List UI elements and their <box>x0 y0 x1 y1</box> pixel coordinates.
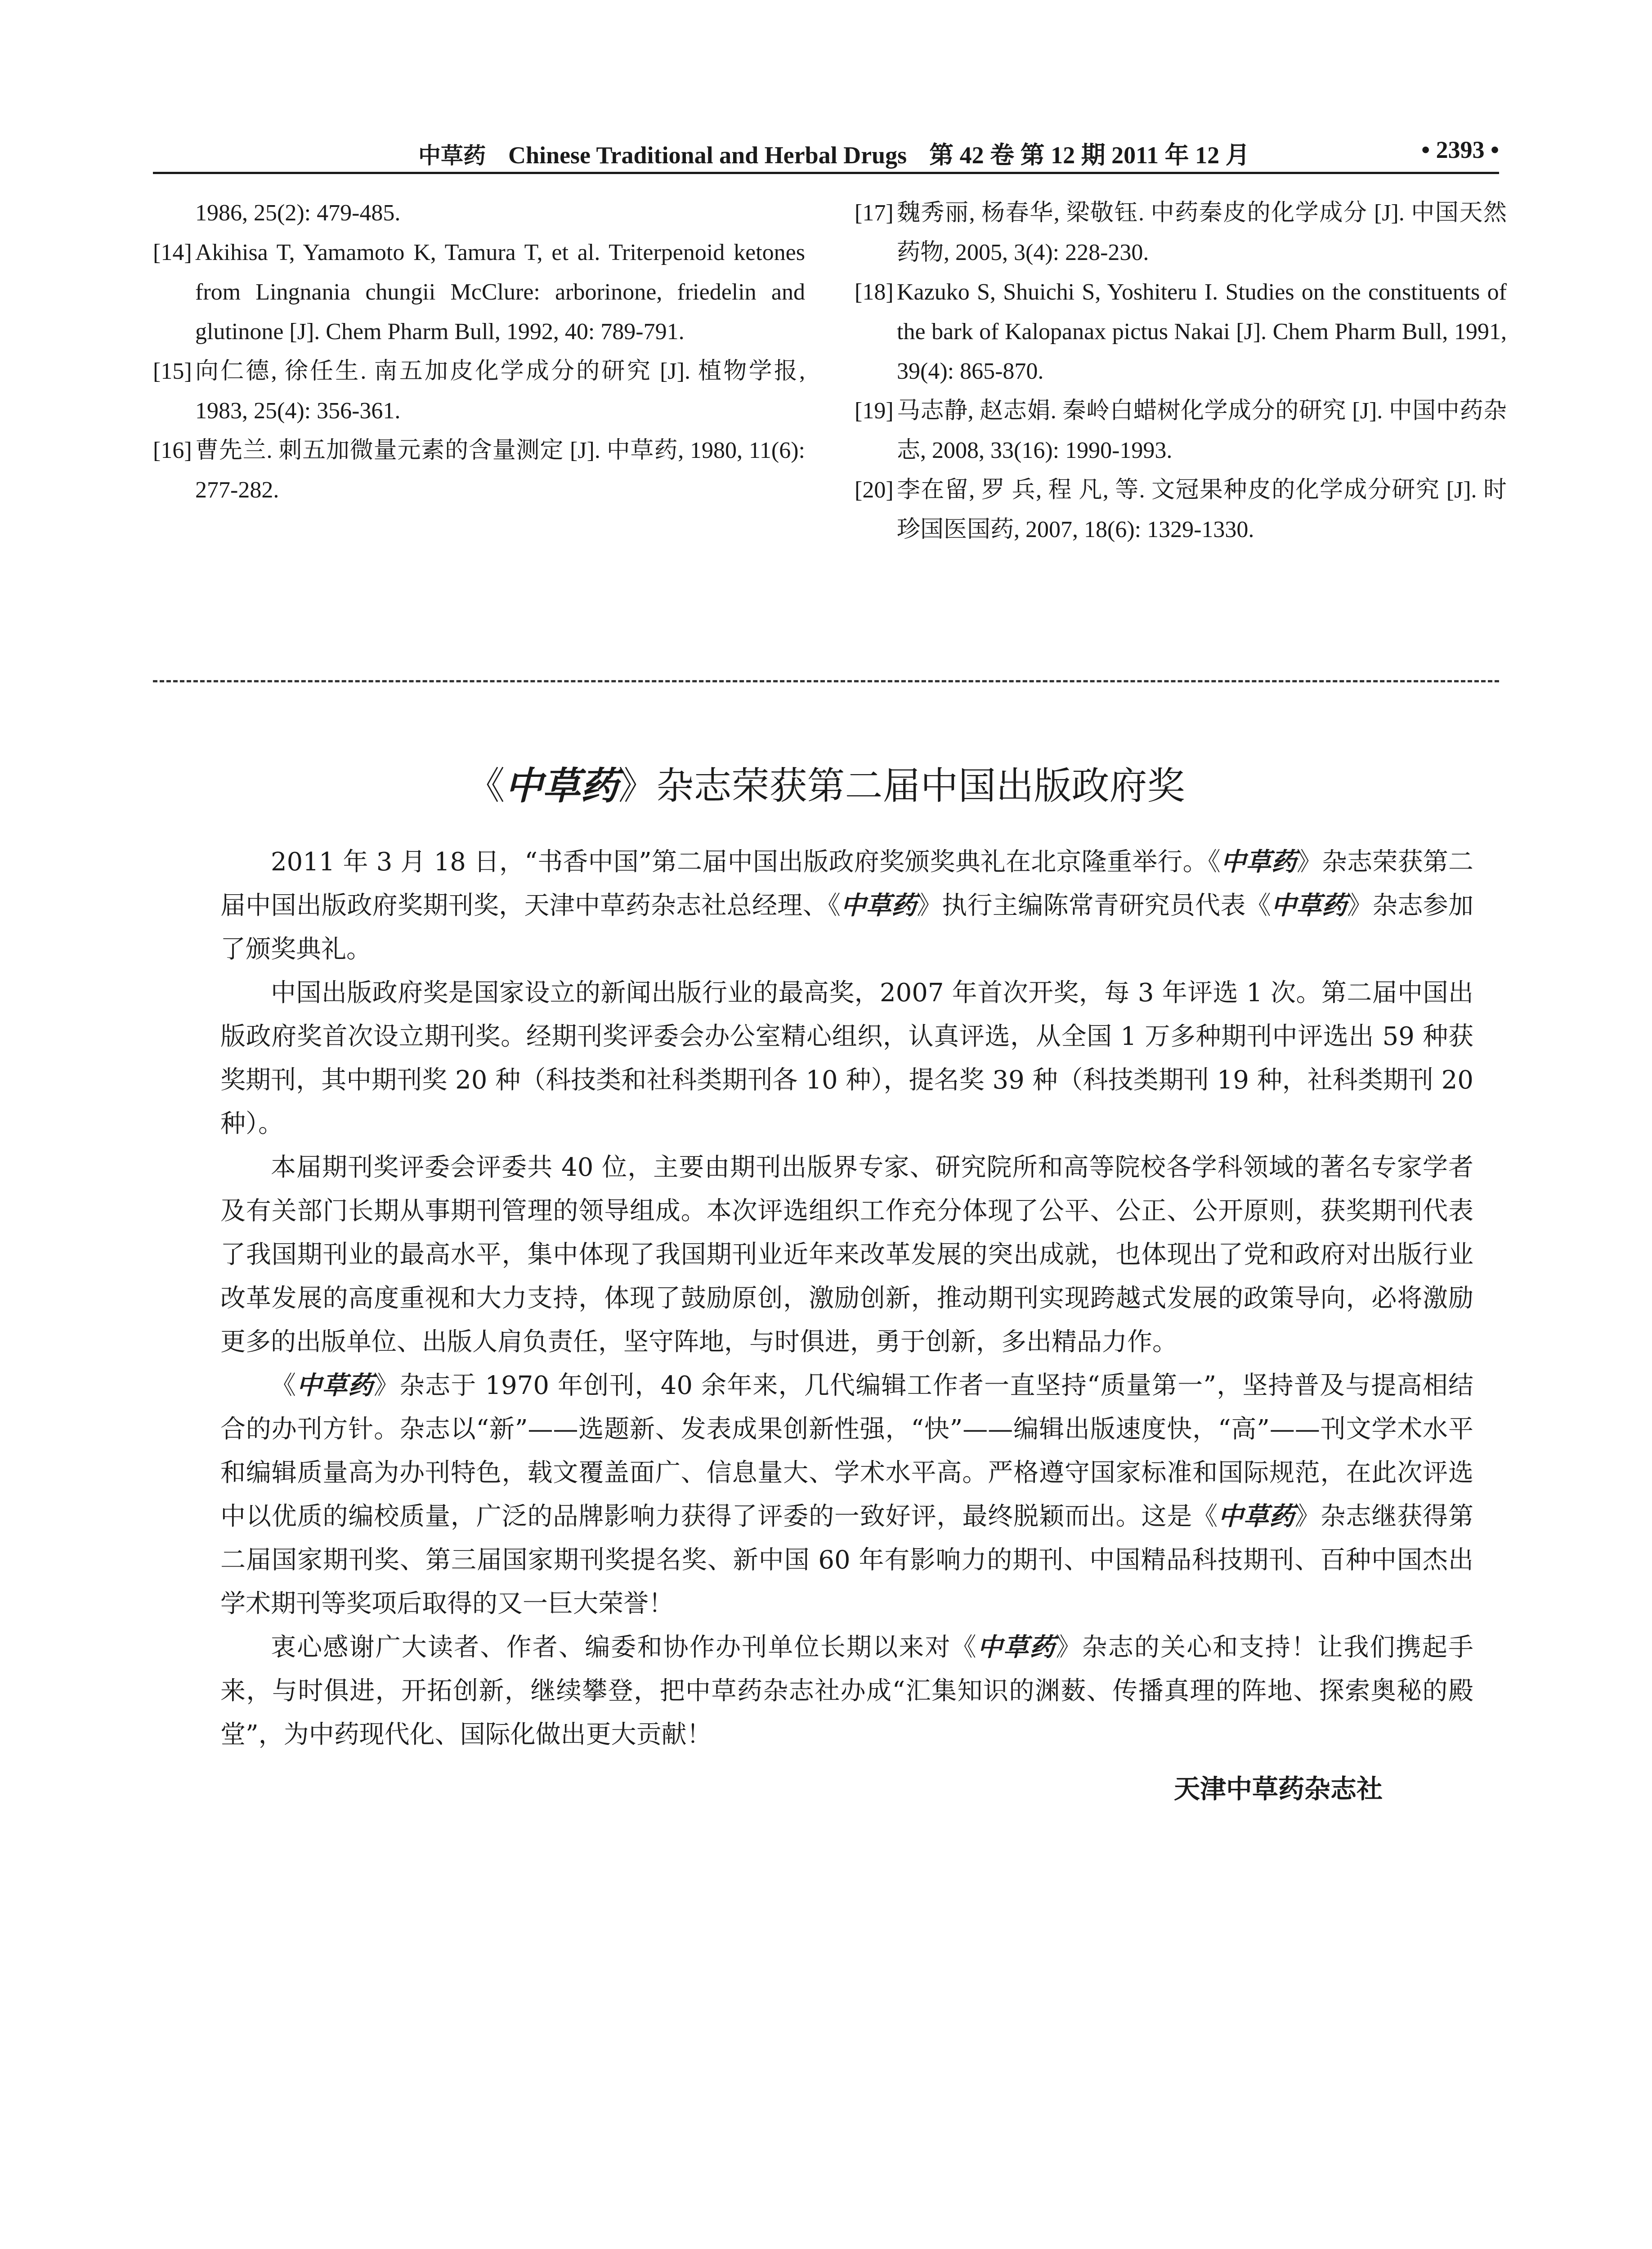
reference-item: [19] 马志静, 赵志娟. 秦岭白蜡树化学成分的研究 [J]. 中国中药杂志, 2008, 33(16): 1990-1993. <box>855 398 1507 463</box>
page-number: • 2393 • <box>1421 136 1499 163</box>
reference-item: [16] 曹先兰. 刺五加微量元素的含量测定 [J]. 中草药, 1980, 11(6): 277-282. <box>153 438 805 503</box>
paragraph: 2011 年 3 月 18 日，“书香中国”第二届中国出版政府奖颁奖典礼在北京隆重举行。《中草药》杂志荣获第二届中国出版政府奖期刊奖，天津中草药杂志社总经理、《中草药》执行主编陈常青研究员代表《中草药》杂志参加了颁奖典礼。 <box>220 847 1474 964</box>
issue-info: 第 42 卷 第 12 期 2011 年 12 月 <box>929 142 1250 169</box>
journal-header-title <box>418 136 1250 170</box>
section-divider <box>153 680 1499 682</box>
reference-item: [14] Akihisa T, Yamamoto K, Tamura T, et al. Triterpenoid ketones from Lingnania chungii McClure: arborinone, friedelin and glutinone [J]. Chem Pharm Bull, 1992, 40: 789-791. <box>153 240 805 345</box>
references-left-column <box>153 193 805 510</box>
journal-name-cn: 中草药 <box>418 143 486 169</box>
journal-name-en: Chinese Traditional and Herbal Drugs <box>508 142 907 169</box>
paragraph: 中国出版政府奖是国家设立的新闻出版行业的最高奖，2007 年首次开奖，每 3 年评选 1 次。第二届中国出版政府奖首次设立期刊奖。经期刊奖评委会办公室精心组织，认真评选，从全国 1 万多种期刊中评选出 59 种获奖期刊，其中期刊奖 20 种（科技类和社科类期刊各 10 种），提名奖 39 种（科技类期刊 19 种，社科类期刊 20 种）。 <box>220 978 1473 1138</box>
article-title: 《中草药》杂志荣获第二届中国出版政府奖 <box>467 764 1185 808</box>
reference-item: [18] Kazuko S, Shuichi S, Yoshiteru I. Studies on the constituents of the bark of Kalopanax pictus Nakai [J]. Chem Pharm Bull, 1991, 39(4): 865-870. <box>855 279 1507 384</box>
reference-item: [17] 魏秀丽, 杨春华, 梁敬钰. 中药秦皮的化学成分 [J]. 中国天然药物, 2005, 3(4): 228-230. <box>855 200 1507 265</box>
paragraph: 本届期刊奖评委会评委共 40 位，主要由期刊出版界专家、研究院所和高等院校各学科领域的著名专家学者及有关部门长期从事期刊管理的领导组成。本次评选组织工作充分体现了公平、公正、公开原则，获奖期刊代表了我国期刊业的最高水平，集中体现了我国期刊业近年来改革发展的突出成就，也体现出了党和政府对出版行业改革发展的高度重视和大力支持，体现了鼓励原创，激励创新，推动期刊实现跨越式发展的政策导向，必将激励更多的出版单位、出版人肩负责任，坚守阵地，与时俱进，勇于创新，多出精品力作。 <box>220 1153 1473 1357</box>
references-right-column <box>855 193 1507 550</box>
signature: 天津中草药杂志社 <box>1174 1774 1383 1804</box>
paragraph: 《中草药》杂志于 1970 年创刊，40 余年来，几代编辑工作者一直坚持“质量第一”，坚持普及与提高相结合的办刊方针。杂志以“新”——选题新、发表成果创新性强，“快”——编辑出版速度快，“高”——刊文学术水平和编辑质量高为办刊特色，载文覆盖面广、信息量大、学术水平高。严格遵守国家标准和国际规范，在此次评选中以优质的编校质量，广泛的品牌影响力获得了评委的一致好评，最终脱颖而出。这是《中草药》杂志继获得第二届国家期刊奖、第三届国家期刊奖提名奖、新中国 60 年有影响力的期刊、中国精品科技期刊、百种中国杰出学术期刊等奖项后取得的又一巨大荣誉！ <box>220 1371 1474 1618</box>
reference-item: [20] 李在留, 罗 兵, 程 凡, 等. 文冠果种皮的化学成分研究 [J]. 时珍国医国药, 2007, 18(6): 1329-1330. <box>855 477 1507 542</box>
running-header <box>153 131 1499 174</box>
paragraph: 衷心感谢广大读者、作者、编委和协作办刊单位长期以来对《中草药》杂志的关心和支持！让我们携起手来，与时俱进，开拓创新，继续攀登，把中草药杂志社办成“汇集知识的渊薮、传播真理的阵地、探索奥秘的殿堂”，为中药现代化、国际化做出更大贡献！ <box>220 1632 1474 1749</box>
reference-item: [15] 向仁德, 徐任生. 南五加皮化学成分的研究 [J]. 植物学报, 1983, 25(4): 356-361. <box>153 358 805 424</box>
reference-item: 1986, 25(2): 479-485. <box>195 200 401 226</box>
article-body <box>220 840 1473 1756</box>
